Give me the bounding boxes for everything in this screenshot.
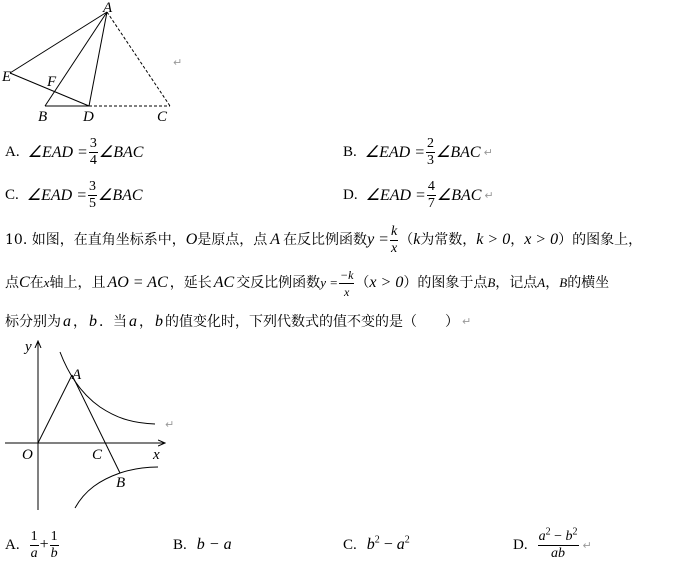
return-mark: ↵ <box>173 56 183 69</box>
option-lhs: ∠EAD = <box>27 144 88 161</box>
option-rhs: ∠BAC <box>98 144 144 161</box>
fraction: $\frac{1}{b}$ <box>50 528 58 561</box>
fraction: $\frac{3}{5}$ <box>89 178 97 211</box>
q10-line-2: 点 C 在 x 轴上，且 AO = AC ，延长 AC 交反比例函数 y = $\frac{-k}{x}$ （ x > 0 ）的图象于点 B ，记点 A ， B 的横坐 <box>5 267 610 299</box>
option-expr: b − a <box>196 536 232 553</box>
fraction: $\frac{3}{4}$ <box>89 135 97 168</box>
label-E: E <box>2 69 12 85</box>
label-B: B <box>116 475 126 491</box>
option-label: B. <box>173 536 187 553</box>
option-lhs: ∠EAD = <box>364 144 426 161</box>
label-F: F <box>47 74 57 90</box>
option-label: A. <box>5 536 20 553</box>
label-A: A <box>103 0 113 16</box>
option-label: C. <box>5 186 19 203</box>
return-mark: ↵ <box>582 538 592 552</box>
axis-label-x: x <box>153 447 160 463</box>
q10-option-d[interactable] <box>513 521 592 569</box>
label-D: D <box>83 109 94 125</box>
q10-line-3: 标分别为 a ， b ．当 a ， b 的值变化时，下列代数式的值不变的是（ ） ↵ <box>5 313 472 330</box>
return-mark: ↵ <box>484 188 494 202</box>
return-mark: ↵ <box>483 145 493 159</box>
fraction: $\frac{1}{a}$ <box>30 528 38 561</box>
q10-option-b[interactable] <box>173 525 232 565</box>
option-rhs: ∠BAC <box>98 187 143 204</box>
q10-option-c[interactable] <box>343 525 410 565</box>
label-C: C <box>92 447 103 463</box>
q9-option-c[interactable] <box>5 177 143 213</box>
q9-option-b[interactable] <box>343 134 493 170</box>
label-O: O <box>22 447 33 463</box>
return-mark: ↵ <box>462 315 472 328</box>
option-rhs: ∠BAC <box>436 144 481 161</box>
fraction: $\frac{2}{3}$ <box>427 135 435 168</box>
option-label: D. <box>513 536 528 553</box>
label-B: B <box>38 109 48 125</box>
option-expr: $b^2 - a^2$ <box>366 534 410 553</box>
return-mark: ↵ <box>165 418 175 431</box>
q10-option-a[interactable]: A. $\frac{1}{a}$ + $\frac{1}{b}$ <box>5 528 58 561</box>
q10-line-1: 10. 如图，在直角坐标系中， O 是原点，点 A 在反比例函数 y = $\frac{k}{x}$ （ k 为常数， k > 0 ， x > 0 ）的图象上， <box>5 223 643 256</box>
label-C: C <box>157 109 168 125</box>
option-label: A. <box>5 143 20 160</box>
axis-label-y: y <box>25 339 32 355</box>
q9-option-d[interactable] <box>343 177 494 213</box>
fraction: $\frac{-k}{x}$ <box>339 267 354 299</box>
option-label: B. <box>343 143 357 160</box>
option-lhs: ∠EAD = <box>365 187 426 204</box>
fraction: $\frac{k}{x}$ <box>390 223 398 256</box>
triangle-figure <box>0 0 200 125</box>
option-label: D. <box>343 186 358 203</box>
option-lhs: ∠EAD = <box>26 187 88 204</box>
q9-option-a[interactable] <box>5 134 143 170</box>
option-rhs: ∠BAC <box>436 187 482 204</box>
option-label: C. <box>343 536 357 553</box>
fraction: $\frac{a^2 - b^2}{ab}$ <box>538 525 578 561</box>
fraction: $\frac{4}{7}$ <box>427 178 435 211</box>
label-A: A <box>72 367 82 383</box>
